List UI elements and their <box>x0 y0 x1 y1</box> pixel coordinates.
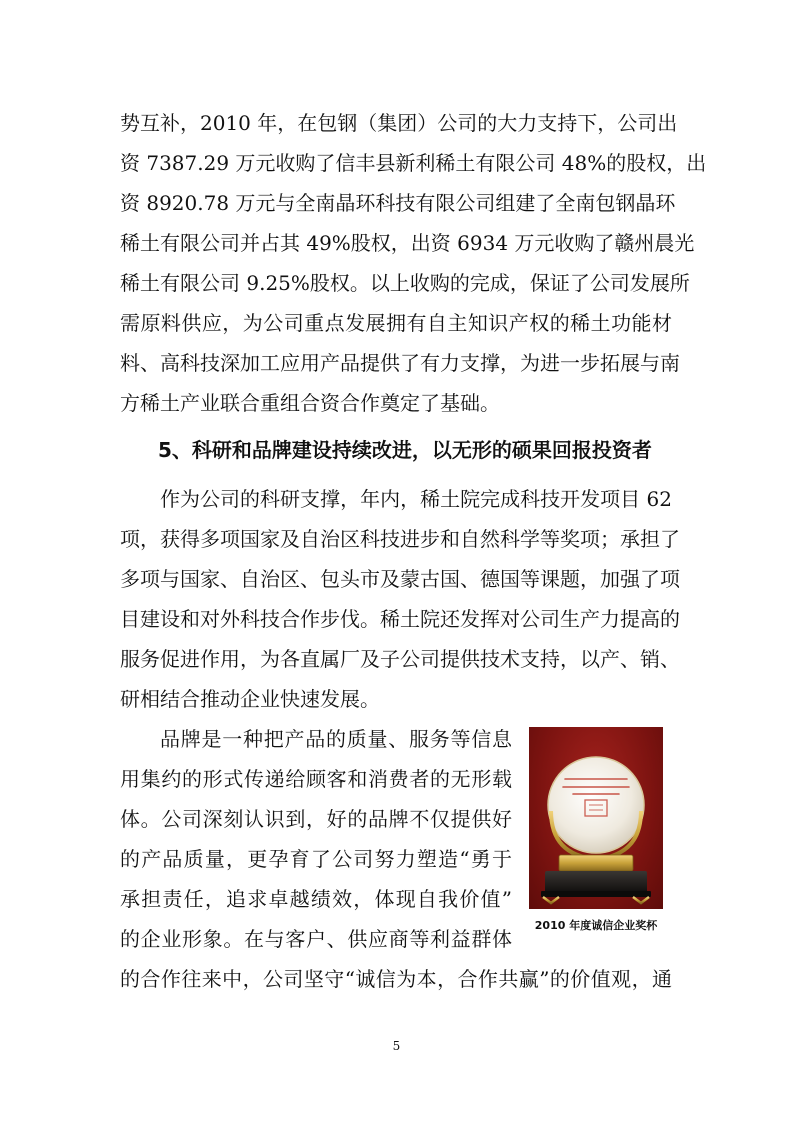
text-line: 多项与国家、自治区、包头市及蒙古国、德国等课题，加强了项 <box>120 567 680 591</box>
text-line: 资 7387.29 万元收购了信丰县新利稀土有限公司 48%的股权，出 <box>120 151 707 175</box>
text-line: 方稀土产业联合重组合资合作奠定了基础。 <box>120 391 500 415</box>
trophy-photo <box>529 727 663 909</box>
text-line: 的产品质量，更孕育了公司努力塑造“勇于 <box>120 847 512 871</box>
text-line: 服务促进作用，为各直属厂及子公司提供技术支持，以产、销、 <box>120 647 680 671</box>
text-line: 品牌是一种把产品的质量、服务等信息 <box>160 727 512 751</box>
text-line: 体。公司深刻认识到，好的品牌不仅提供好 <box>120 807 512 831</box>
text-line: 项，获得多项国家及自治区科技进步和自然科学等奖项；承担了 <box>120 527 680 551</box>
text-line: 料、高科技深加工应用产品提供了有力支撑，为进一步拓展与南 <box>120 351 680 375</box>
section-heading: 5、科研和品牌建设持续改进，以无形的硕果回报投资者 <box>158 438 652 462</box>
text-line: 承担责任，追求卓越绩效，体现自我价值” <box>120 887 512 911</box>
trophy-icon <box>529 727 663 909</box>
figure-caption: 2010 年度诚信企业奖杯 <box>534 919 658 932</box>
text-line: 作为公司的科研支撑，年内，稀土院完成科技开发项目 62 <box>160 487 672 511</box>
text-line: 的合作往来中，公司坚守“诚信为本，合作共赢”的价值观，通 <box>120 967 672 991</box>
text-line: 稀土有限公司并占其 49%股权，出资 6934 万元收购了赣州晨光 <box>120 231 695 255</box>
text-line: 用集约的形式传递给顾客和消费者的无形载 <box>120 767 512 791</box>
text-line: 的企业形象。在与客户、供应商等利益群体 <box>120 927 512 951</box>
page-number: 5 <box>392 1039 401 1053</box>
text-line: 资 8920.78 万元与全南晶环科技有限公司组建了全南包钢晶环 <box>120 191 676 215</box>
text-line: 研相结合推动企业快速发展。 <box>120 687 380 711</box>
text-line: 稀土有限公司 9.25%股权。以上收购的完成，保证了公司发展所 <box>120 271 690 295</box>
text-line: 势互补，2010 年，在包钢（集团）公司的大力支持下，公司出 <box>120 111 678 135</box>
text-line: 目建设和对外科技合作步伐。稀土院还发挥对公司生产力提高的 <box>120 607 680 631</box>
text-line: 需原料供应，为公司重点发展拥有自主知识产权的稀土功能材 <box>120 311 672 335</box>
